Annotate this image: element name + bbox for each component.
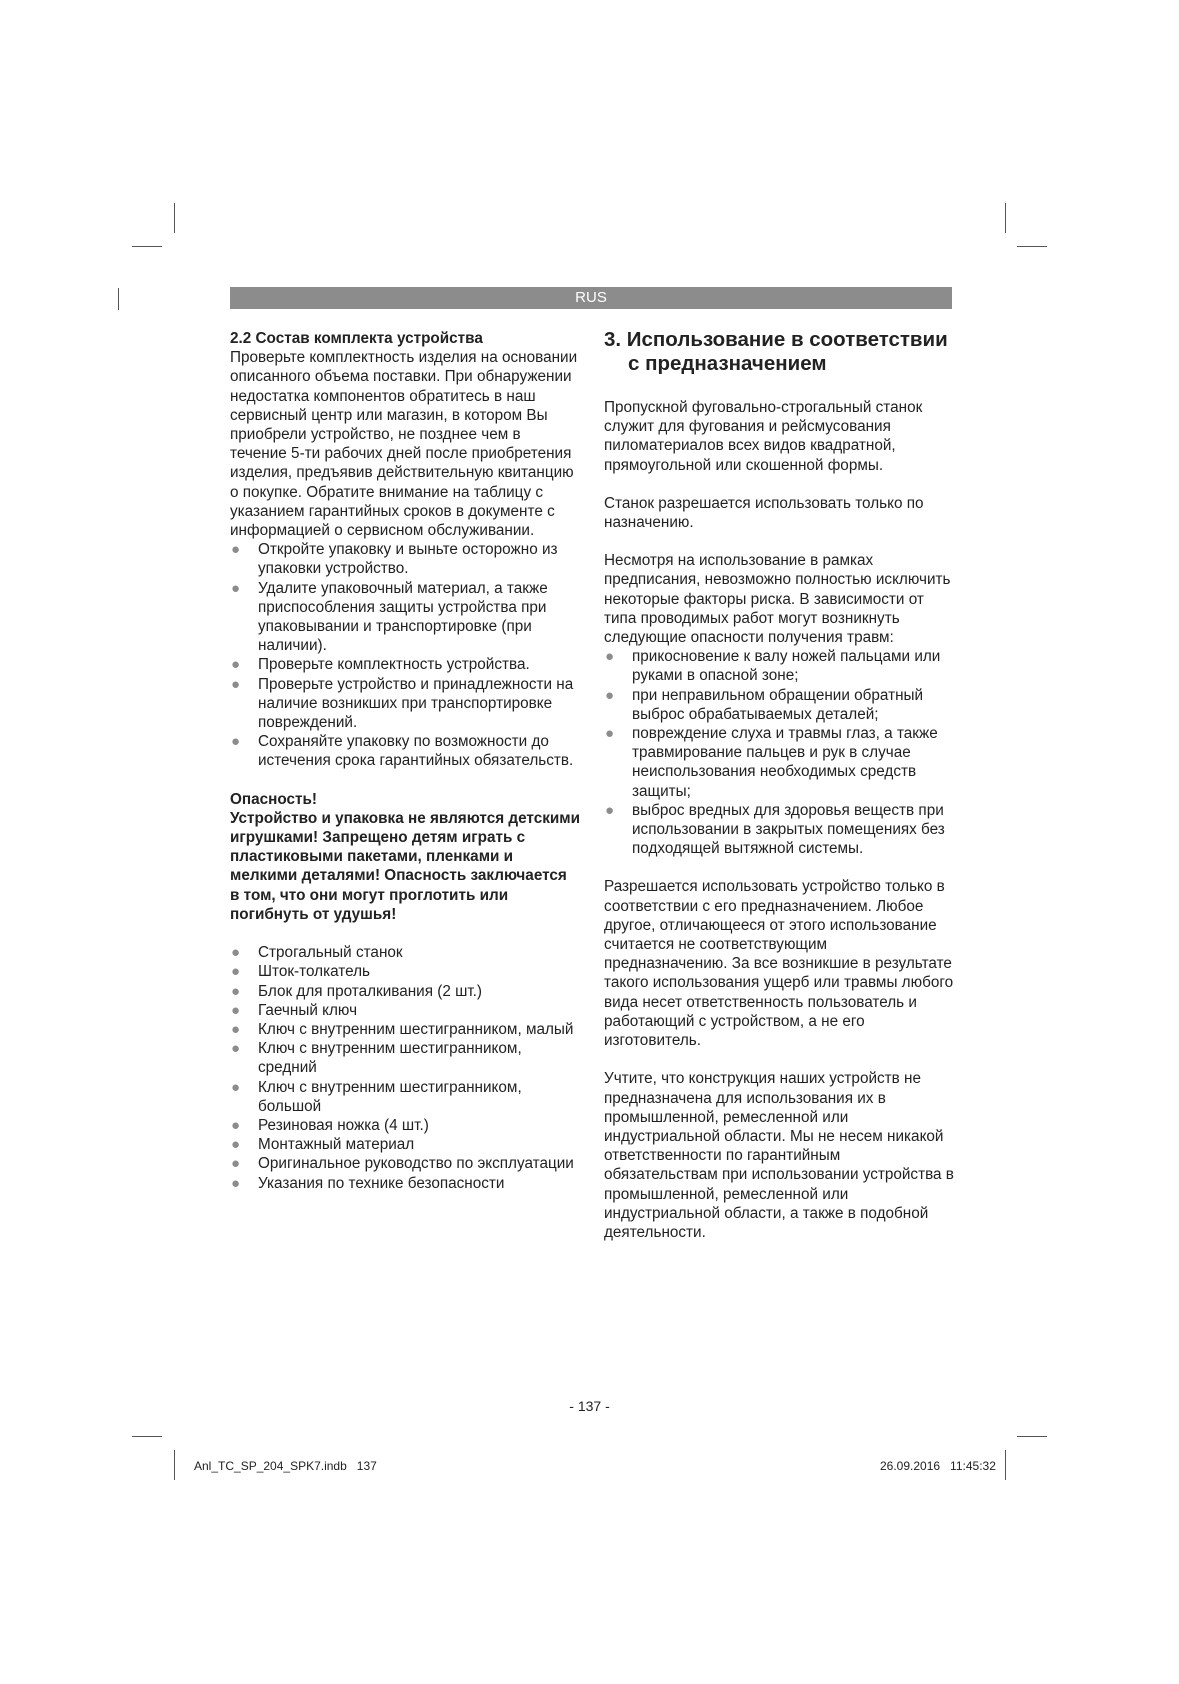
list-item: ● Откройте упаковку и выньте осторожно из упаковки устройство.	[231, 541, 558, 578]
list-item: ● Оригинальное руководство по эксплуатации	[231, 1155, 574, 1173]
language-header-bar	[230, 287, 952, 309]
bullet-icon: ●	[231, 579, 241, 597]
list-item: ● Ключ с внутренним шестигранником, средний	[231, 1040, 522, 1077]
list-item: ● повреждение слуха и травмы глаз, а также травмирование пальцев и рук в случае неиспользования необходимых средств защиты;	[605, 725, 938, 800]
bullet-icon: ●	[605, 686, 615, 704]
bullet-icon: ●	[231, 1136, 241, 1154]
risks-paragraph: Несмотря на использование в рамках предписания, невозможно полностью исключить некоторые факторы риска. В зависимости от типа проводимых работ могут возникнуть следующие опасности получения травм:	[604, 552, 951, 647]
bullet-icon: ●	[231, 963, 241, 981]
bullet-icon: ●	[231, 656, 241, 674]
crop-mark	[174, 203, 175, 233]
bullet-icon: ●	[231, 944, 241, 962]
page-number: - 137 -	[569, 1398, 610, 1414]
list-item: ● Ключ с внутренним шестигранником, большой	[231, 1078, 522, 1115]
crop-mark	[132, 246, 162, 247]
commercial-use-paragraph: Учтите, что конструкция наших устройств не предназначена для использования их в промышленной, ремесленной или индустриальной области. Мы не несем никакой ответственности по гарантийным обязательствам при использовании устройства в промышленной, ремесленной или индустриальной области, а также в подобной деятельности.	[604, 1070, 954, 1241]
bullet-icon: ●	[231, 1155, 241, 1173]
list-item: ● Указания по технике безопасности	[231, 1174, 505, 1192]
bullet-icon: ●	[231, 982, 241, 1000]
bullet-icon: ●	[231, 1116, 241, 1134]
purpose-paragraph: Пропускной фуговально-строгальный станок служит для фугования и рейсмусования пиломатериалов всех видов квадратной, прямоугольной или скошенной формы.	[604, 399, 923, 474]
unpacking-steps-list	[230, 540, 580, 770]
crop-mark	[118, 288, 119, 310]
list-item: ● Резиновая ножка (4 шт.)	[231, 1116, 429, 1134]
crop-mark	[1017, 246, 1047, 247]
bullet-icon: ●	[231, 541, 241, 559]
delivery-items-list	[230, 943, 580, 1193]
list-item: ● Шток-толкатель	[231, 963, 371, 981]
list-item: ● прикосновение к валу ножей пальцами или руками в опасной зоне;	[605, 648, 941, 685]
intro-paragraph: Проверьте комплектность изделия на основании описанного объема поставки. При обнаружении недостатка компонентов обратитесь в наш сервисный центр или магазин, в котором Вы приобрели устройство, не позднее чем в течение 5-ти рабочих дней после приобретения изделия, предъявив действительную квитанцию о покупке. Обратите внимание на таблицу с указанием гарантийных сроков в документе с информацией о сервисном обслуживании.	[230, 349, 578, 540]
crop-mark	[1005, 1450, 1006, 1480]
file-info: Anl_TC_SP_204_SPK7.indb 137	[194, 1459, 377, 1473]
crop-mark	[1017, 1436, 1047, 1437]
danger-title: Опасность!	[230, 790, 318, 808]
bullet-icon: ●	[231, 1001, 241, 1019]
list-item: ● Проверьте устройство и принадлежности на наличие возникших при транспортировке повреждений.	[231, 675, 574, 732]
list-item: ● при неправильном обращении обратный выброс обрабатываемых деталей;	[605, 686, 924, 723]
usage-paragraph: Станок разрешается использовать только по назначению.	[604, 494, 924, 532]
list-item: ● Монтажный материал	[231, 1136, 415, 1154]
list-item: ● Проверьте комплектность устройства.	[231, 656, 530, 674]
list-item: ● Сохраняйте упаковку по возможности до истечения срока гарантийных обязательств.	[231, 733, 574, 770]
danger-text: Устройство и упаковка не являются детскими игрушками! Запрещено детям играть с пластиковыми пакетами, пленками и мелкими деталями! Опасность заключается в том, что они могут проглотить или погибнуть от удушья!	[230, 809, 580, 923]
bullet-icon: ●	[231, 1078, 241, 1096]
bullet-icon: ●	[231, 1040, 241, 1058]
subsection-title: 2.2 Состав комплекта устройства	[230, 330, 483, 347]
bullet-icon: ●	[231, 675, 241, 693]
crop-mark	[174, 1450, 175, 1480]
bullet-icon: ●	[231, 1020, 241, 1038]
bullet-icon: ●	[231, 733, 241, 751]
crop-mark	[132, 1436, 162, 1437]
list-item: ● Ключ с внутренним шестигранником, малый	[231, 1020, 574, 1038]
bullet-icon: ●	[605, 801, 615, 819]
language-label: RUS	[575, 289, 607, 306]
responsibility-paragraph: Разрешается использовать устройство только в соответствии с его предназначением. Любое другое, отличающееся от этого использование считается не соответствующим предназначению. За все возникшие в результате такого использования ущерб или травмы любого вида несет ответственность пользователь и работающий с устройством, а не его изготовитель.	[604, 878, 954, 1050]
risks-list	[604, 647, 954, 858]
list-item: ● Гаечный ключ	[231, 1001, 358, 1019]
bullet-icon: ●	[231, 1174, 241, 1192]
section-title: 3. Использование в соответствии с предназначением	[604, 328, 948, 375]
list-item: ● Удалите упаковочный материал, а также приспособления защиты устройства при упаковывании и транспортировке (при наличии).	[231, 579, 548, 655]
right-column	[604, 328, 954, 1242]
left-column	[230, 329, 580, 1193]
list-item: ● Строгальный станок	[231, 944, 403, 962]
list-item: ● Блок для проталкивания (2 шт.)	[231, 982, 483, 1000]
list-item: ● выброс вредных для здоровья веществ при использовании в закрытых помещениях без подходящей вытяжной системы.	[605, 801, 945, 858]
print-timestamp: 26.09.2016 11:45:32	[880, 1459, 996, 1473]
bullet-icon: ●	[605, 648, 615, 666]
bullet-icon: ●	[605, 725, 615, 743]
crop-mark	[1005, 203, 1006, 233]
